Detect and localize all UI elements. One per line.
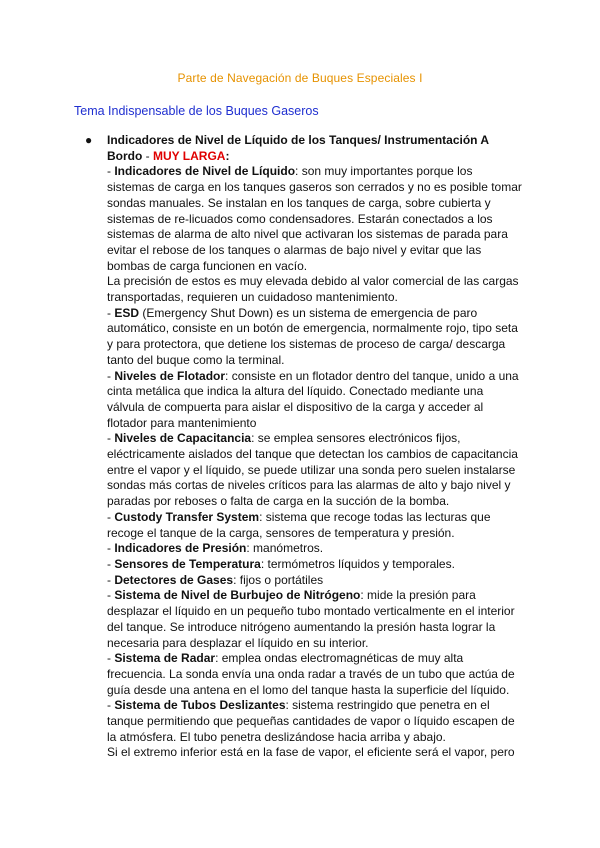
term-label: Sistema de Radar [114, 651, 216, 666]
body-text: : sistema que recoge todas las lecturas que [259, 509, 491, 524]
body-line [107, 745, 527, 761]
body-line [107, 164, 527, 180]
term-label: Indicadores de Nivel de Líquido [114, 164, 296, 179]
body-text: guía desde una antena en el lomo del tanque hasta la superficie del líquido. [107, 682, 510, 697]
term-label: Sistema de Nivel de Burbujeo de Nitrógeno [114, 588, 361, 603]
body-text: - [107, 305, 115, 320]
body-text: evitar el rebose de los tanques o alarmas de bajo nivel y evitar que las [107, 242, 482, 257]
body-text: tanque permitiendo que pequeñas cantidades de vapor o líquido escapen de [107, 714, 515, 729]
body-line [107, 604, 527, 620]
body-text: sondas más cortas de niveles críticos para las alarmas de alto y bajo nivel y [107, 478, 511, 493]
body-text: - [107, 651, 115, 666]
body-text: tanto del buque como la terminal. [107, 352, 285, 367]
body-text: recoge el tanque de la carga, sensores de temperatura y presión. [107, 525, 455, 540]
body-text: flotador para mantenimiento [107, 415, 257, 430]
term-label: Niveles de Flotador [114, 368, 226, 383]
body-text: - [107, 588, 115, 603]
body-text: : consiste en un flotador dentro del tanque, unido a una [225, 368, 519, 383]
body-text: - [107, 368, 115, 383]
page-title: Parte de Navegación de Buques Especiales I [177, 71, 423, 85]
body-text: : manómetros. [246, 541, 324, 556]
body-line [107, 494, 527, 510]
body-line [107, 227, 527, 243]
body-line [107, 274, 527, 290]
body-text: desplazar el líquido en un pequeño tubo montado verticalmente en el interior [107, 604, 515, 619]
body-text: (Emergency Shut Down) es un sistema de emergencia de paro [139, 305, 478, 320]
section-heading: Tema Indispensable de los Buques Gaseros [74, 104, 319, 118]
body-line [107, 541, 527, 557]
body-line [107, 636, 527, 652]
body-line [107, 212, 527, 228]
body-text: del tanque. Se introduce nitrógeno aumentando la presión hasta lograr la [107, 619, 496, 634]
body-line [107, 651, 527, 667]
body-text: sistemas de re-licuados como condensadores. Estarán conectados a los [107, 211, 493, 226]
body-line [107, 384, 527, 400]
body-line [107, 730, 527, 746]
body-text: : son muy importantes porque los [295, 164, 473, 179]
body-text: paradas por reboses o falta de carga en la succión de la bomba. [107, 494, 450, 509]
body-text: : emplea ondas electromagnéticas de muy alta [215, 651, 464, 666]
body-line [107, 478, 527, 494]
body-line [107, 510, 527, 526]
body-text: necesaria para desplazar el líquido en su interior. [107, 635, 369, 650]
body-line [107, 620, 527, 636]
body-line [107, 588, 527, 604]
body-text: cinta metálica que indica la altura del líquido. Conectado mediante una [107, 384, 484, 399]
body-text: - [107, 556, 115, 571]
body-text: entre el vapor y el líquido, se puede utilizar una sonda pero suelen instalarse [107, 462, 516, 477]
body-line [107, 243, 527, 259]
body-text: - [107, 541, 115, 556]
body-line [107, 353, 527, 369]
body-line [107, 698, 527, 714]
body-text: sondas manuales. Se instalan en los tanques de carga, sobre cubierta y [107, 195, 491, 210]
term-label: ESD [114, 305, 140, 320]
body-text: : se emplea sensores electrónicos fijos, [251, 431, 461, 446]
body-text: y para protectora, que detiene los sistemas de proceso de carga/ descarga [107, 337, 506, 352]
body-text: - [107, 431, 115, 446]
heading-dash: - [142, 148, 153, 163]
body-line [107, 683, 527, 699]
heading-colon: : [225, 148, 230, 163]
term-label: Indicadores de Presión [114, 541, 247, 556]
body-line [107, 526, 527, 542]
bullet-dot: ● [85, 133, 93, 147]
body-text: - [107, 164, 115, 179]
body-line [107, 714, 527, 730]
body-text: : termómetros líquidos y temporales. [260, 556, 455, 571]
body-line [107, 557, 527, 573]
body-line [107, 290, 527, 306]
term-label: Detectores de Gases [114, 572, 234, 587]
body-text: : sistema restringido que penetra en el [285, 698, 490, 713]
body-line [107, 180, 527, 196]
item-heading-line-2 [107, 149, 527, 165]
term-label: Sistema de Tubos Deslizantes [114, 698, 286, 713]
body-text: bombas de carga funcionen en vacío. [107, 258, 308, 273]
body-line [107, 447, 527, 463]
muy-larga-tag: MUY LARGA [153, 148, 226, 163]
body-text: : mide la presión para [360, 588, 476, 603]
body-text: eléctricamente aislados del tanque que detectan los cambios de capacitancia [107, 447, 518, 462]
body-text: La precisión de estos es muy elevada debido al valor comercial de las cargas [107, 274, 519, 289]
body-line [107, 196, 527, 212]
body-text: sistemas de carga en los tanques gaseros son cerrados y no es posible tomar [107, 180, 522, 195]
heading-bordo: Bordo [107, 148, 143, 163]
term-label: Niveles de Capacitancia [114, 431, 252, 446]
body-line [107, 400, 527, 416]
term-label: Custody Transfer System [114, 509, 260, 524]
body-text: - [107, 572, 115, 587]
body-text: : fijos o portátiles [233, 572, 324, 587]
body-text: - [107, 509, 115, 524]
body-text: sistemas de alarma de alto nivel que activaran los sistemas de parada para [107, 227, 508, 242]
body-line [107, 337, 527, 353]
body-text: automático, consiste en un botón de emergencia, normalmente rojo, tipo seta [107, 321, 518, 336]
body-line [107, 667, 527, 683]
body-line [107, 463, 527, 479]
body-text: la atmósfera. El tubo penetra deslizándose hacia arriba y abajo. [107, 729, 446, 744]
body-line [107, 431, 527, 447]
body-line [107, 573, 527, 589]
body-text: válvula de compuerta para aislar el dispositivo de la carga y acceder al [107, 399, 484, 414]
body-line [107, 259, 527, 275]
bullet-content [107, 133, 527, 761]
body-line [107, 321, 527, 337]
body-text: frecuencia. La sonda envía una onda radar a través de un tubo que actúa de [107, 666, 515, 681]
item-heading-line-1: Indicadores de Nivel de Líquido de los Tanques/ Instrumentación A [107, 133, 490, 147]
body-text: transportadas, requieren un cuidadoso mantenimiento. [107, 290, 398, 305]
term-label: Sensores de Temperatura [114, 556, 261, 571]
body-line [107, 369, 527, 385]
body-line [107, 416, 527, 432]
body-text: Si el extremo inferior está en la fase de vapor, el eficiente será el vapor, pero [107, 745, 515, 760]
body-text: - [107, 698, 115, 713]
body-line [107, 306, 527, 322]
